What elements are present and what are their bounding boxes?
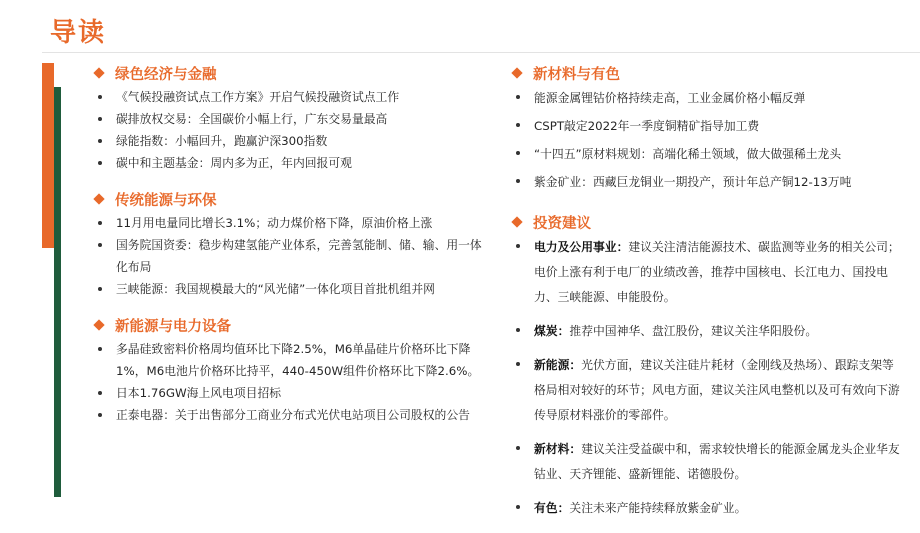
list-item: 碳排放权交易：全国碳价小幅上行，广东交易量最高 [92,108,492,130]
section-heading [510,209,900,235]
list-item: 能源金属锂钴价格持续走高，工业金属价格小幅反弹 [510,86,900,111]
title-divider [42,52,920,53]
section-green-finance [92,60,492,174]
list-item [510,319,900,344]
list-item: 国务院国资委：稳步构建氢能产业体系，完善氢能制、储、输、用一体化布局 [92,234,492,278]
diamond-bullet-icon [93,319,104,330]
item-text: 建议关注受益碳中和，需求较快增长的能源金属龙头企业华友钴业、天齐锂能、盛新锂能、诺德股份。 [534,442,900,481]
section-heading-text: 新材料与有色 [533,66,620,83]
list-item: “十四五”原材料规划：高端化稀土领域，做大做强稀土龙头 [510,142,900,167]
item-text: 推荐中国神华、盘江股份，建议关注华阳股份。 [569,324,818,338]
bullet-list [92,86,492,174]
section-heading-text: 投资建议 [533,215,591,232]
list-item: CSPT敲定2022年一季度铜精矿指导加工费 [510,114,900,139]
section-heading-text: 新能源与电力设备 [115,318,231,335]
bullet-list [92,212,492,300]
section-heading [92,60,492,86]
diamond-bullet-icon [93,193,104,204]
right-column [510,60,900,533]
diamond-bullet-icon [93,67,104,78]
list-item [510,235,900,310]
list-item: 碳中和主题基金：周内多为正，年内回报可观 [92,152,492,174]
list-item: 三峡能源：我国规模最大的“风光储”一体化项目首批机组并网 [92,278,492,300]
section-materials [510,60,900,195]
list-item: 日本1.76GW海上风电项目招标 [92,382,492,404]
section-heading [92,312,492,338]
item-lead: 有色： [534,501,570,515]
list-item: 正泰电器：关于出售部分工商业分布式光伏电站项目公司股权的公告 [92,404,492,426]
section-heading-text: 绿色经济与金融 [115,66,217,83]
item-text: 建议关注清洁能源技术、碳监测等业务的相关公司；电价上涨有利于电厂的业绩改善，推荐中国核电、长江电力、国投电力、三峡能源、申能股份。 [534,240,900,304]
diamond-bullet-icon [511,216,522,227]
section-heading-text: 传统能源与环保 [115,192,217,209]
item-lead: 煤炭： [534,324,570,338]
bullet-list [92,338,492,426]
section-new-energy [92,312,492,426]
item-lead: 新能源： [534,358,582,372]
list-item: 11月用电量同比增长3.1%；动力煤价格下降，原油价格上涨 [92,212,492,234]
page-title: 导读 [50,18,107,48]
accent-bar-orange [42,63,54,248]
section-recommendations [510,209,900,521]
list-item [510,437,900,487]
accent-bar-green [54,87,61,497]
item-lead: 电力及公用事业： [534,240,629,254]
item-lead: 新材料： [534,442,582,456]
list-item: 《气候投融资试点工作方案》开启气候投融资试点工作 [92,86,492,108]
list-item: 绿能指数：小幅回升，跑赢沪深300指数 [92,130,492,152]
list-item: 多晶硅致密料价格周均值环比下降2.5%，M6单晶硅片价格环比下降1%，M6电池片价格环比持平，440-450W组件价格环比下降2.6%。 [92,338,492,382]
list-item [510,353,900,428]
bullet-list [510,86,900,195]
left-column [92,60,492,438]
section-traditional-energy [92,186,492,300]
bullet-list [510,235,900,521]
diamond-bullet-icon [511,67,522,78]
section-heading [510,60,900,86]
item-text: 光伏方面，建议关注硅片耗材（金刚线及热场）、跟踪支架等格局相对较好的环节；风电方面，建议关注风电整机以及可有效向下游传导原材料涨价的零部件。 [534,358,900,422]
list-item [510,496,900,521]
section-heading [92,186,492,212]
list-item: 紫金矿业：西藏巨龙铜业一期投产，预计年总产铜12-13万吨 [510,170,900,195]
item-text: 关注未来产能持续释放紫金矿业。 [569,501,747,515]
